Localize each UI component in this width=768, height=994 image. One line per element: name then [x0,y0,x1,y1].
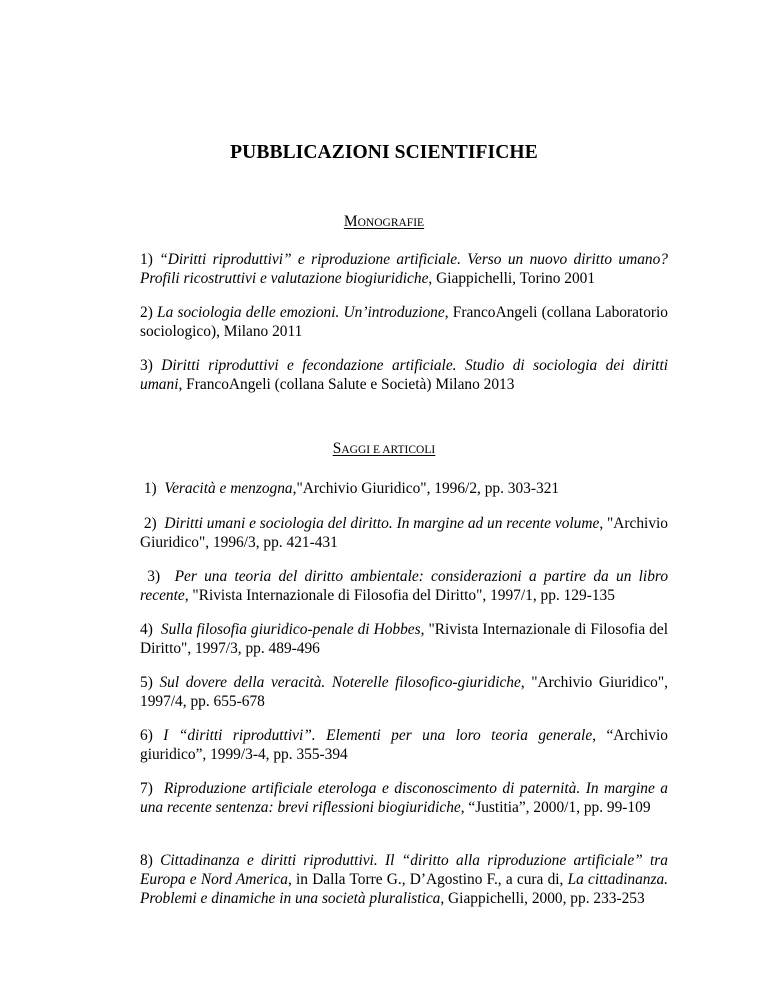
entry-citation: , FrancoAngeli (collana Salute e Società) Milano 2013 [178,376,515,393]
entry-citation: , “Archivio giuridico”, 1999/3-4, pp. 355-394 [140,727,668,763]
entry-citation: , "Archivio Giuridico", 1996/3, pp. 421-431 [140,515,669,551]
entry-citation [153,780,164,797]
saggi-item-8 [140,851,668,908]
entry-citation [153,621,161,638]
entry-text [140,851,668,908]
entry-number: 8) [140,852,153,869]
entry-citation: , "Rivista Internazionale di Filosofia del Diritto", 1997/1, pp. 129-135 [184,587,615,604]
entry-citation: , "Archivio Giuridico", 1997/4, pp. 655-678 [140,674,668,710]
entry-citation: , in Dalla Torre G., D’Agostino F., a cura di, [287,871,568,888]
entry-citation: , Giappichelli, Torino 2001 [428,270,596,287]
page-title: PUBBLICAZIONI SCIENTIFICHE [230,142,538,163]
saggi-item-5 [140,673,668,711]
entry-citation: , "Rivista Internazionale di Filosofia del Diritto", 1997/3, pp. 489-496 [140,621,668,657]
entry-citation [153,727,163,744]
section-heading-monografie-text: MONOGRAFIE [343,213,425,230]
section-heading-monografie [0,212,768,233]
entry-number: 1) [140,251,153,268]
entry-text [140,250,668,288]
entry-title: La sociologia delle emozioni. Un’introduzione [157,304,445,321]
entry-number: 4) [140,621,153,638]
entry-text [140,567,668,605]
entry-number: 6) [140,727,153,744]
section-heading-saggi [0,439,768,460]
entry-text [140,779,668,817]
saggi-item-1 [140,479,668,498]
monografie-item-1 [140,250,668,288]
entry-text [140,356,668,394]
entry-title: Per una teoria del diritto ambientale: considerazioni a partire da un libro recente [140,568,669,604]
saggi-item-2 [140,514,668,552]
monografie-item-2 [140,303,668,341]
saggi-item-6 [140,726,668,764]
entry-text [140,620,668,658]
entry-title: Cittadinanza e diritti riproduttivi. Il “diritto alla riproduzione artificiale” tra Europa e Nord America [140,852,668,888]
entry-title: Veracità e menzogna [164,480,293,497]
entry-text [140,303,668,341]
entry-text [140,514,668,552]
saggi-item-7 [140,779,668,817]
entry-text [140,673,668,711]
entry-citation: , FrancoAngeli (collana Laboratorio sociologico), Milano 2011 [140,304,668,340]
entry-text [140,479,668,498]
saggi-item-3 [140,567,668,605]
entry-number: 3) [140,357,153,374]
entry-title: Sul dovere della veracità. Noterelle filosofico-giuridiche [159,674,521,691]
section-heading-saggi-text: SAGGI E ARTICOLI [332,440,436,457]
entry-citation [160,568,175,585]
entry-title: Diritti riproduttivi e fecondazione artificiale. Studio di sociologia dei diritti umani [140,357,668,393]
entry-text [140,726,668,764]
entry-citation: , “Justitia”, 2000/1, pp. 99-109 [460,799,651,816]
entry-citation [153,357,161,374]
entry-title: I “diritti riproduttivi”. Elementi per una loro teoria generale [163,727,593,744]
entry-title: “Diritti riproduttivi” e riproduzione artificiale. Verso un nuovo diritto umano? Profili ricostruttivi e valutazione biogiuridiche [140,251,668,287]
entry-title: La cittadinanza. Problemi e dinamiche in una società pluralistica [140,871,668,907]
entry-number: 5) [140,674,153,691]
entry-number: 1) [140,480,157,497]
entry-citation: , Giappichelli, 2000, pp. 233-253 [440,890,645,907]
entry-number: 2) [140,304,153,321]
entry-title: Riproduzione artificiale eterologa e disconoscimento di paternità. In margine a una recente sentenza: brevi riflessioni biogiuridiche [140,780,669,816]
saggi-item-4 [140,620,668,658]
entry-number: 2) [140,515,157,532]
entry-title: Diritti umani e sociologia del diritto. In margine ad un recente volume [164,515,600,532]
monografie-item-3 [140,356,668,394]
entry-number: 7) [140,780,153,797]
entry-title: Sulla filosofia giuridico-penale di Hobbes [160,621,421,638]
entry-citation: ,"Archivio Giuridico", 1996/2, pp. 303-321 [292,480,560,497]
entry-number: 3) [140,568,161,585]
